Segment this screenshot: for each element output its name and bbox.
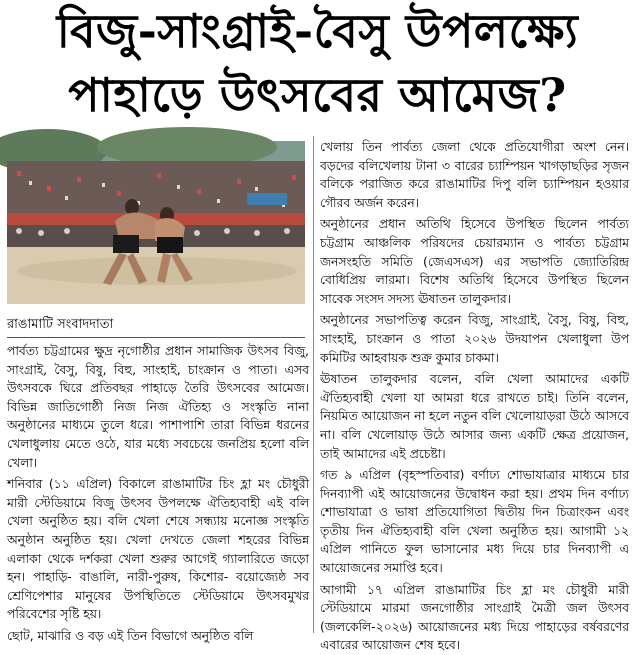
right-paragraph: অনুষ্ঠানের সভাপতিত্ব করেন বিজু, সাংগ্রাই, বৈসু, বিষু, বিহু, সাংহাই, চাংক্রান ও পাতা ২০২৬ উদযাপন খেলাধুলা উপ কমিটির আহবায়ক শুক্র কুমার চাকমা। — [320, 313, 629, 365]
right-paragraph: খেলায় তিন পার্বত্য জেলা থেকে প্রতিযোগীরা অংশ নেন। বড়দের বলিখেলায় টানা ৩ বারের চ্যাম্পিয়ন খাগড়াছড়ির সৃজন বলিকে পরাজিত করে রাঙামাটির দিপু বলি চ্যাম্পিয়ন হওয়ার গৌরব অর্জন করেন। — [320, 140, 629, 210]
column-divider — [313, 136, 314, 633]
right-paragraph: অনুষ্ঠানের প্রধান অতিথি হিসেবে উপস্থিত ছিলেন পার্বত্য চট্টগ্রাম আঞ্চলিক পরিষদের চেয়ারম্যান ও পার্বত্য চট্টগ্রাম জনসংহতি সমিতি (জেএসএস) এর সভাপতি জ্যোতিরিন্দ্র বোধিপ্রিয় লারমা। বিশেষ অতিথি হিসেবে উপস্থিত ছিলেন সাবেক সংসদ সদস্য ঊষাতন তালুকদার। — [320, 217, 629, 306]
byline: রাঙামাটি সংবাদদাতা — [7, 316, 305, 338]
left-paragraph: শনিবার (১১ এপ্রিল) বিকালে রাঙামাটির চিং হ্লা মং চৌধুরী মারী স্টেডিয়ামে বিজু উৎসব উপলক্ষে ঐতিহ্যবাহী এই বলি খেলা অনুষ্ঠিত হয়। বলি খেলা শেষে সন্ধ্যায় মনোজ্ঞ সংস্কৃতি অনুষ্ঠান অনুষ্ঠিত হয়। খেলা দেখতে জেলা শহরের বিভিন্ন এলাকা থেকে দর্শকরা খেলা শুরুর আগেই গ্যালারিতে জড়ো হন। পাহাড়ি- বাঙালি, নারী-পুরুষ, কিশোর- বয়োজ্যেষ্ঠ সব শ্রেণিপেশার মানুষের উপস্থিতিতে স্টেডিয়ামে উৎসবমুখর পরিবেশের সৃষ্টি হয়। — [7, 477, 309, 622]
wrestling-photo — [7, 141, 305, 304]
article-left-column — [7, 342, 309, 643]
right-paragraph: গত ৯ এপ্রিল (বৃহস্পতিবার) বর্ণাঢ্য শোভাযাত্রার মাধ্যমে চার দিনব্যাপী এই আয়োজনের উদ্বোধন করা হয়। প্রথম দিন বর্ণাঢ্য শোভাযাত্রা ও ভাষা প্রতিযোগিতা দ্বিতীয় দিন চিত্রাংকন এবং তৃতীয় দিন ঐতিহ্যবাহী বলি খেলা অনুষ্ঠিত হয়। আগামী ১২ এপ্রিল পানিতে ফুল ভাসানোর মধ্য দিয়ে চার দিনব্যাপী এ আয়োজনের সমাপ্তি হবে। — [320, 468, 629, 576]
headline-line-1: বিজু-সাংগ্রাই-বৈসু উপলক্ষ্যে — [56, 4, 579, 58]
right-paragraph: আগামী ১৭ এপ্রিল রাঙামাটির চিং হ্লা মং চৌধুরী মারী স্টেডিয়ামে মারমা জনগোষ্ঠীর সাংগ্রাই মৈত্রী জল উৎসব (জলকেলি-২০২৬) আয়োজনের মধ্য দিয়ে পাহাড়ের বর্ষবরণের এবারের আয়োজন শেষ হবে। — [320, 582, 629, 653]
left-paragraph: ছোট, মাঝারি ও বড় এই তিন বিভাগে অনুষ্ঠিত বলি — [7, 628, 254, 643]
left-paragraph: পার্বত্য চট্টগ্রামের ক্ষুদ্র নৃগোষ্ঠীর প্রধান সামাজিক উৎসব বিজু, সাংগ্রাই, বৈসু, বিষু, বিহু, সাংহাই, চাংক্রান ও পাতা। এসব উৎসবকে ঘিরে প্রতিবছর পাহাড়ে তৈরি উৎসবের আমেজ। বিভিন্ন জাতিগোষ্ঠী নিজ নিজ ঐতিহ্য ও সংস্কৃতি নানা অনুষ্ঠানের মাধ্যমে তুলে ধরে। পাশাপাশি তারা বিভিন্ন ধরনের খেলাধুলায় মেতে ওঠে, যার মধ্যে সবচেয়ে জনপ্রিয় হলো বলি খেলা। — [7, 344, 309, 470]
right-paragraph: ঊষাতন তালুকদার বলেন, বলি খেলা আমাদের একটি ঐতিহ্যবাহী খেলা যা আমরা ধরে রাখতে চাই। তিনি বলেন, নিয়মিত আয়োজন না হলে নতুন বলি খেলোয়াড়রা উঠে আসবে না। বলি খেলোয়াড় উঠে আসার জন্য একটি ক্ষেত্র প্রয়োজন, তাই আমাদের এই প্রচেষ্টা। — [320, 372, 629, 461]
headline-line-2: পাহাড়ে উৎসবের আমেজ? — [68, 68, 567, 122]
article-right-column — [320, 138, 629, 653]
